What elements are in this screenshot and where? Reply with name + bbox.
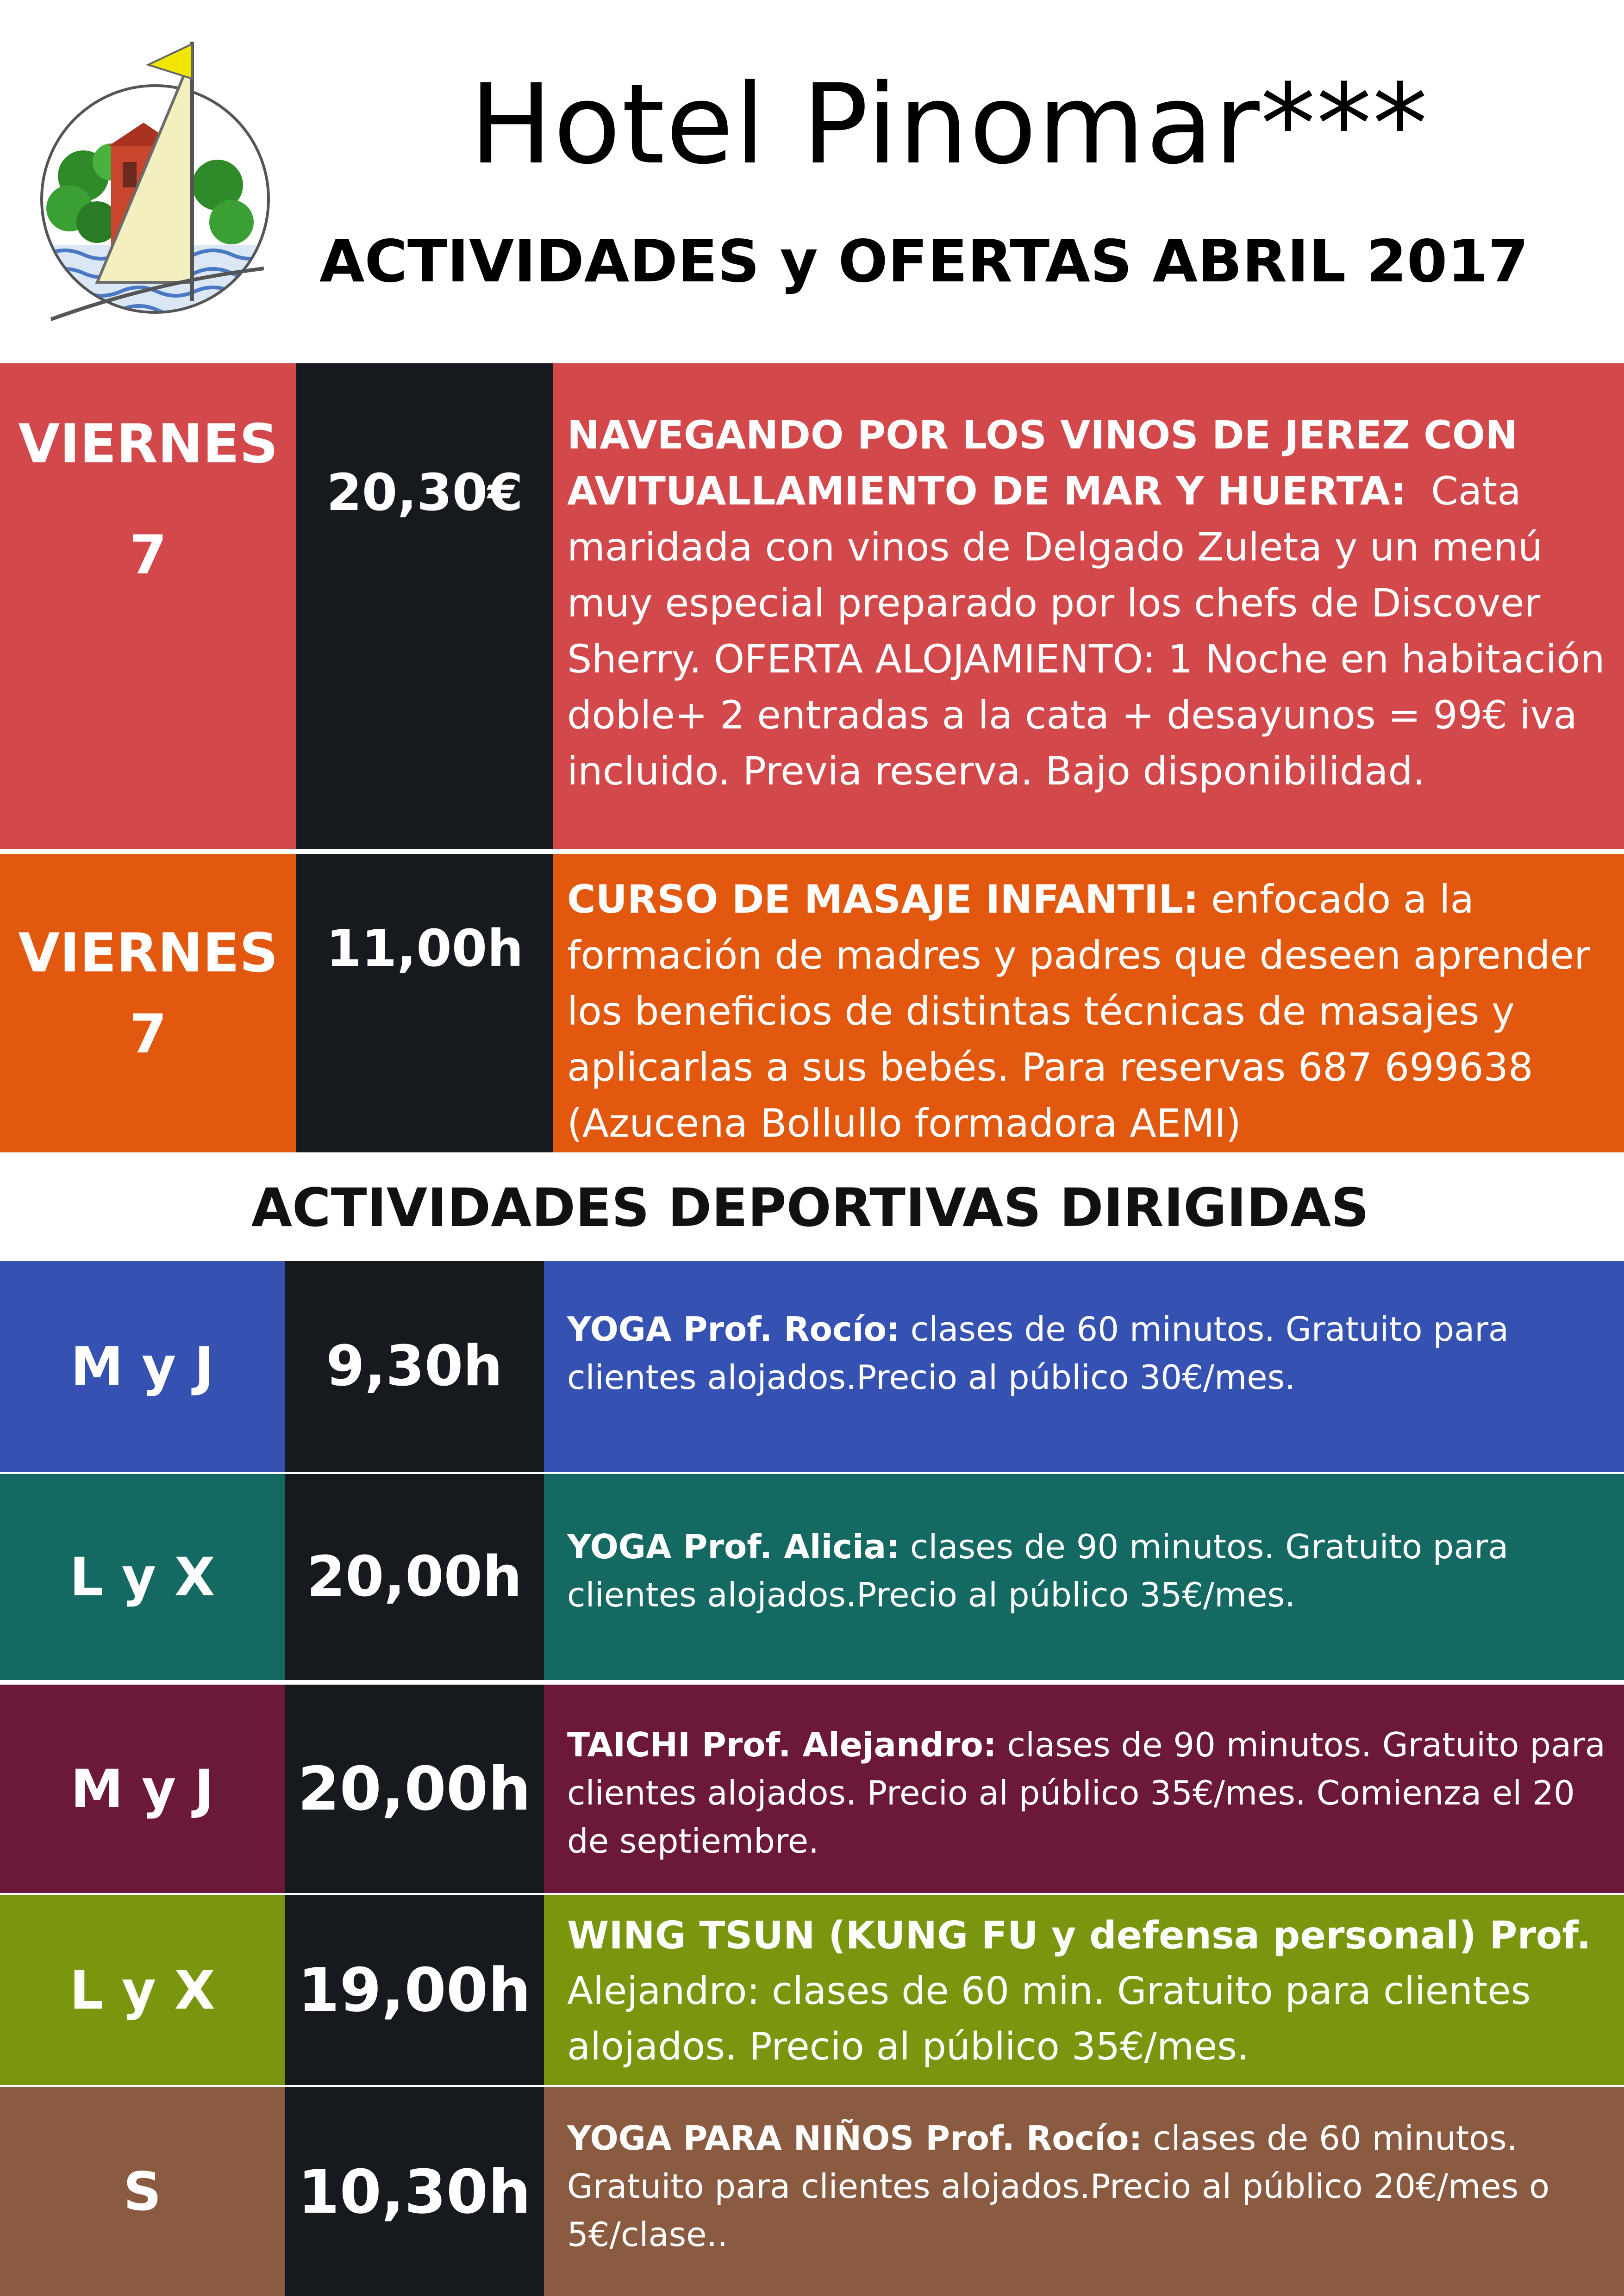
sport-title: YOGA Prof. Rocío: xyxy=(567,1310,900,1349)
sport-days: M y J xyxy=(0,1261,285,1472)
event-time: 20,30€ xyxy=(326,463,523,522)
hotel-sail-logo-icon xyxy=(32,23,278,329)
sport-text: clases de 60 minutos. Gratuito para clientes alojados.Precio al público 30€/mes. xyxy=(567,1310,1509,1397)
event-description xyxy=(553,854,1624,1152)
event-day: VIERNES xyxy=(18,922,278,984)
sport-row xyxy=(0,1261,1624,1472)
page-subtitle: ACTIVIDADES y OFERTAS ABRIL 2017 xyxy=(319,227,1529,295)
event-title: NAVEGANDO POR LOS VINOS DE JEREZ CON AVITUALLAMIENTO DE MAR Y HUERTA: xyxy=(567,412,1518,514)
sport-title: YOGA PARA NIÑOS Prof. Rocío: xyxy=(567,2119,1143,2158)
event-time: 11,00h xyxy=(326,919,524,978)
sport-row xyxy=(0,2087,1624,2296)
sport-title: TAICHI Prof. Alejandro: xyxy=(567,1725,997,1764)
event-date: 7 xyxy=(129,1003,167,1065)
sport-description xyxy=(544,1474,1624,1680)
sport-description xyxy=(544,1261,1624,1472)
event-text: enfocado a la formación de madres y padres que deseen aprender los beneficios de distintas técnicas de masajes y aplicarlas a sus bebés. Para reservas 687 699638 (Azucena Bollullo formadora AEMI) xyxy=(567,877,1590,1146)
event-text: Cata maridada con vinos de Delgado Zuleta y un menú muy especial preparado por los chefs de Discover Sherry. OFERTA ALOJAMIENTO: 1 Noche en habitación doble+ 2 entradas a la cata + desayunos = 99€ iva incluido. Previa reserva. Bajo disponibilidad. xyxy=(567,468,1605,794)
sport-text: clases de 60 minutos. Gratuito para clientes alojados.Precio al público 20€/mes o 5€/clase.. xyxy=(567,2119,1550,2254)
sport-days: L y X xyxy=(0,1474,285,1680)
sport-text: Alejandro: clases de 60 min. Gratuito para clientes alojados. Precio al público 35€/mes. xyxy=(567,1969,1531,2069)
sport-time: 20,00h xyxy=(285,1685,544,1893)
event-description xyxy=(553,363,1624,849)
sport-row xyxy=(0,1474,1624,1680)
sport-text: clases de 90 minutos. Gratuito para clientes alojados. Precio al público 35€/mes. Comienza el 20 de septiembre. xyxy=(567,1725,1605,1860)
sport-days: S xyxy=(0,2087,285,2296)
event-row xyxy=(0,854,1624,1152)
event-day-cell xyxy=(0,363,296,849)
event-row xyxy=(0,363,1624,849)
sport-title: YOGA Prof. Alicia: xyxy=(567,1527,900,1566)
sport-description xyxy=(544,1685,1624,1893)
sport-description xyxy=(544,1895,1624,2085)
event-time-cell xyxy=(296,363,553,849)
sport-time: 20,00h xyxy=(285,1474,544,1680)
sport-time: 9,30h xyxy=(285,1261,544,1472)
event-day-cell xyxy=(0,854,296,1152)
sport-days: L y X xyxy=(0,1895,285,2085)
event-time-cell xyxy=(296,854,553,1152)
sport-row xyxy=(0,1895,1624,2085)
sport-row xyxy=(0,1685,1624,1893)
event-day: VIERNES xyxy=(18,413,278,475)
sport-title: WING TSUN (KUNG FU y defensa personal) Prof. xyxy=(567,1914,1591,1958)
sport-time: 10,30h xyxy=(285,2087,544,2296)
event-date: 7 xyxy=(129,524,167,586)
sport-time: 19,00h xyxy=(285,1895,544,2085)
sport-text: clases de 90 minutos. Gratuito para clientes alojados.Precio al público 35€/mes. xyxy=(567,1527,1509,1614)
sport-description xyxy=(544,2087,1624,2296)
sports-heading: ACTIVIDADES DEPORTIVAS DIRIGIDAS xyxy=(251,1177,1369,1238)
page-title: Hotel Pinomar*** xyxy=(469,61,1429,189)
sport-days: M y J xyxy=(0,1685,285,1893)
event-title: CURSO DE MASAJE INFANTIL: xyxy=(567,877,1199,922)
